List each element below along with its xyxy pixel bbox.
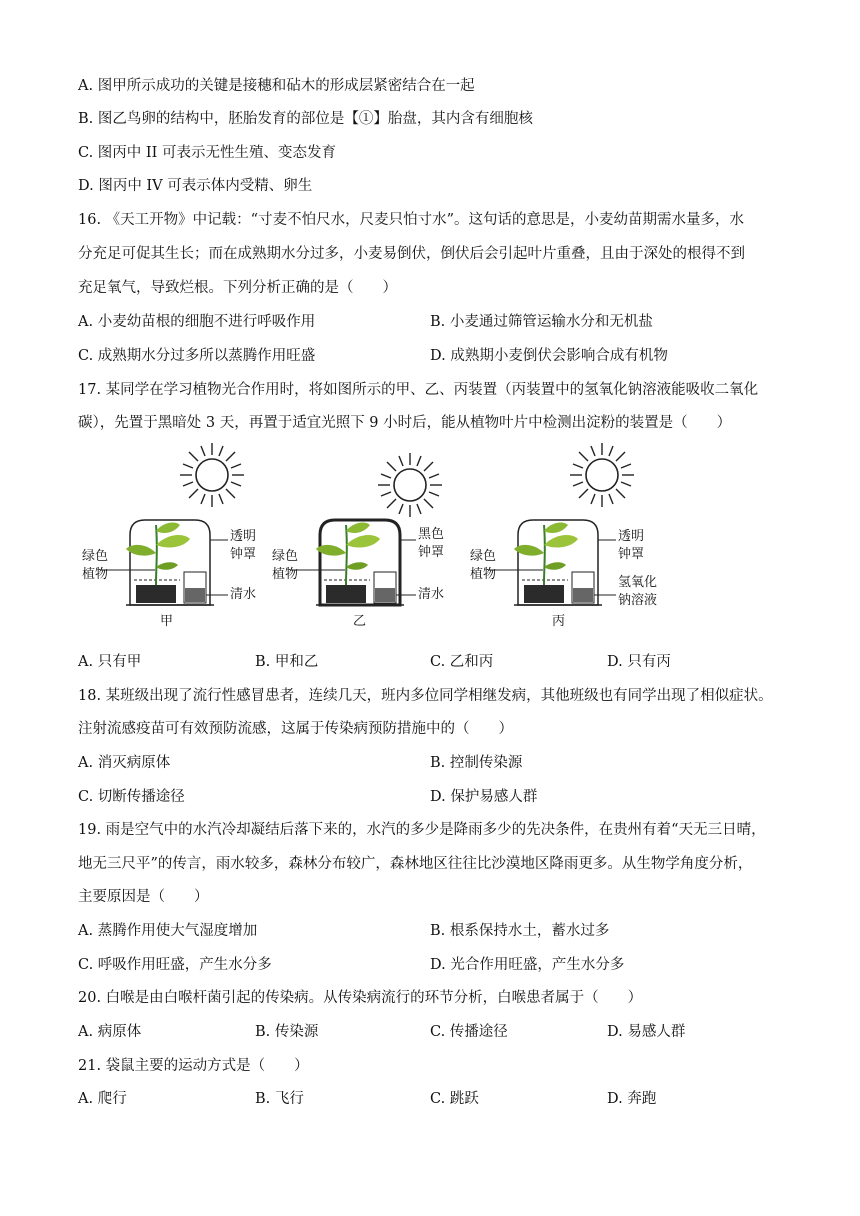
q19-option-d: D. 光合作用旺盛，产生水分多 xyxy=(430,957,625,973)
q16-stem-line-3: 充足氧气，导致烂根。下列分析正确的是（ ） xyxy=(78,280,397,296)
sun-icon xyxy=(180,443,244,507)
q19-option-a: A. 蒸腾作用使大气湿度增加 xyxy=(78,923,258,939)
cover-label: 透明 xyxy=(618,529,645,544)
q15-option-b: B. 图乙鸟卵的结构中，胚胎发育的部位是【①】胎盘，其内含有细胞核 xyxy=(78,111,533,127)
q15-option-d: D. 图丙中 IV 可表示体内受精、卵生 xyxy=(78,178,313,194)
q17-option-c: C. 乙和丙 xyxy=(430,654,494,670)
q18-stem-line-1: 18. 某班级出现了流行性感冒患者，连续几天，班内多位同学相继发病，其他班级也有同学出现了相似症状。 xyxy=(78,688,773,704)
setup-name: 乙 xyxy=(353,614,367,629)
liquid-label: 钠溶液 xyxy=(618,593,658,608)
liquid-label: 氢氧化 xyxy=(618,575,658,590)
setup-name: 甲 xyxy=(160,614,174,629)
setup-bing xyxy=(470,520,657,629)
sun-icon xyxy=(378,453,442,517)
q20-option-b: B. 传染源 xyxy=(255,1024,319,1040)
q21-option-c: C. 跳跃 xyxy=(430,1091,479,1107)
q19-stem-line-3: 主要原因是（ ） xyxy=(78,889,209,905)
q16-stem-line-1: 16. 《天工开物》中记载：“寸麦不怕尺水，尺麦只怕寸水”。这句话的意思是，小麦幼苗期需水量多，水 xyxy=(78,212,744,228)
q18-option-a: A. 消灭病原体 xyxy=(78,755,171,771)
q20-stem: 20. 白喉是由白喉杆菌引起的传染病。从传染病流行的环节分析，白喉患者属于（ ） xyxy=(78,990,643,1006)
sun-icon xyxy=(570,443,634,507)
q17-option-d: D. 只有丙 xyxy=(607,654,671,670)
q20-option-d: D. 易感人群 xyxy=(607,1024,686,1040)
q18-option-c: C. 切断传播途径 xyxy=(78,789,185,805)
q20-option-c: C. 传播途径 xyxy=(430,1024,508,1040)
plant-label: 植物 xyxy=(272,567,299,582)
q17-stem-line-2: 碳），先置于黑暗处 3 天，再置于适宜光照下 9 小时后，能从植物叶片中检测出淀粉的装置是（ ） xyxy=(78,415,732,431)
plant-label: 植物 xyxy=(470,567,497,582)
q17-figure xyxy=(60,440,800,640)
q16-option-c: C. 成熟期水分过多所以蒸腾作用旺盛 xyxy=(78,348,316,364)
cover-label: 透明 xyxy=(230,529,257,544)
setup-name: 丙 xyxy=(552,614,566,629)
liquid-label: 清水 xyxy=(418,587,445,602)
q18-option-b: B. 控制传染源 xyxy=(430,755,523,771)
q16-option-a: A. 小麦幼苗根的细胞不进行呼吸作用 xyxy=(78,314,316,330)
q17-stem-line-1: 17. 某同学在学习植物光合作用时，将如图所示的甲、乙、丙装置（丙装置中的氢氧化钠溶液能吸收二氧化 xyxy=(78,382,759,398)
q16-option-d: D. 成熟期小麦倒伏会影响合成有机物 xyxy=(430,348,668,364)
q21-stem: 21. 袋鼠主要的运动方式是（ ） xyxy=(78,1058,309,1074)
plant-label: 绿色 xyxy=(470,549,497,564)
q18-stem-line-2: 注射流感疫苗可有效预防流感，这属于传染病预防措施中的（ ） xyxy=(78,721,513,737)
q19-option-c: C. 呼吸作用旺盛，产生水分多 xyxy=(78,957,272,973)
q19-option-b: B. 根系保持水土，蓄水过多 xyxy=(430,923,610,939)
q21-option-b: B. 飞行 xyxy=(255,1091,304,1107)
plant-label: 绿色 xyxy=(82,549,109,564)
q20-option-a: A. 病原体 xyxy=(78,1024,142,1040)
q21-option-d: D. 奔跑 xyxy=(607,1091,657,1107)
q18-option-d: D. 保护易感人群 xyxy=(430,789,538,805)
plant-label: 植物 xyxy=(82,567,109,582)
plant-label: 绿色 xyxy=(272,549,299,564)
liquid-label: 清水 xyxy=(230,587,257,602)
cover-label: 钟罩 xyxy=(418,545,445,560)
q15-option-a: A. 图甲所示成功的关键是接穗和砧木的形成层紧密结合在一起 xyxy=(78,78,475,94)
q19-stem-line-2: 地无三尺平”的传言，雨水较多，森林分布较广，森林地区往往比沙漠地区降雨更多。从生物学角度分析， xyxy=(78,856,753,872)
q21-option-a: A. 爬行 xyxy=(78,1091,127,1107)
q16-stem-line-2: 分充足可促其生长；而在成熟期水分过多，小麦易倒伏，倒伏后会引起叶片重叠，且由于深处的根得不到 xyxy=(78,246,745,262)
q15-option-c: C. 图丙中 II 可表示无性生殖、变态发育 xyxy=(78,145,336,161)
q17-option-a: A. 只有甲 xyxy=(78,654,142,670)
q17-option-b: B. 甲和乙 xyxy=(255,654,319,670)
setup-yi xyxy=(272,520,444,629)
setup-jia xyxy=(82,520,256,629)
cover-label: 钟罩 xyxy=(618,547,645,562)
q16-option-b: B. 小麦通过筛管运输水分和无机盐 xyxy=(430,314,653,330)
cover-label: 钟罩 xyxy=(230,547,257,562)
plant-experiment-diagram xyxy=(60,440,800,640)
q19-stem-line-1: 19. 雨是空气中的水汽冷却凝结后落下来的，水汽的多少是降雨多少的先决条件，在贵州有着“天无三日晴， xyxy=(78,822,766,838)
cover-label: 黑色 xyxy=(418,527,445,542)
